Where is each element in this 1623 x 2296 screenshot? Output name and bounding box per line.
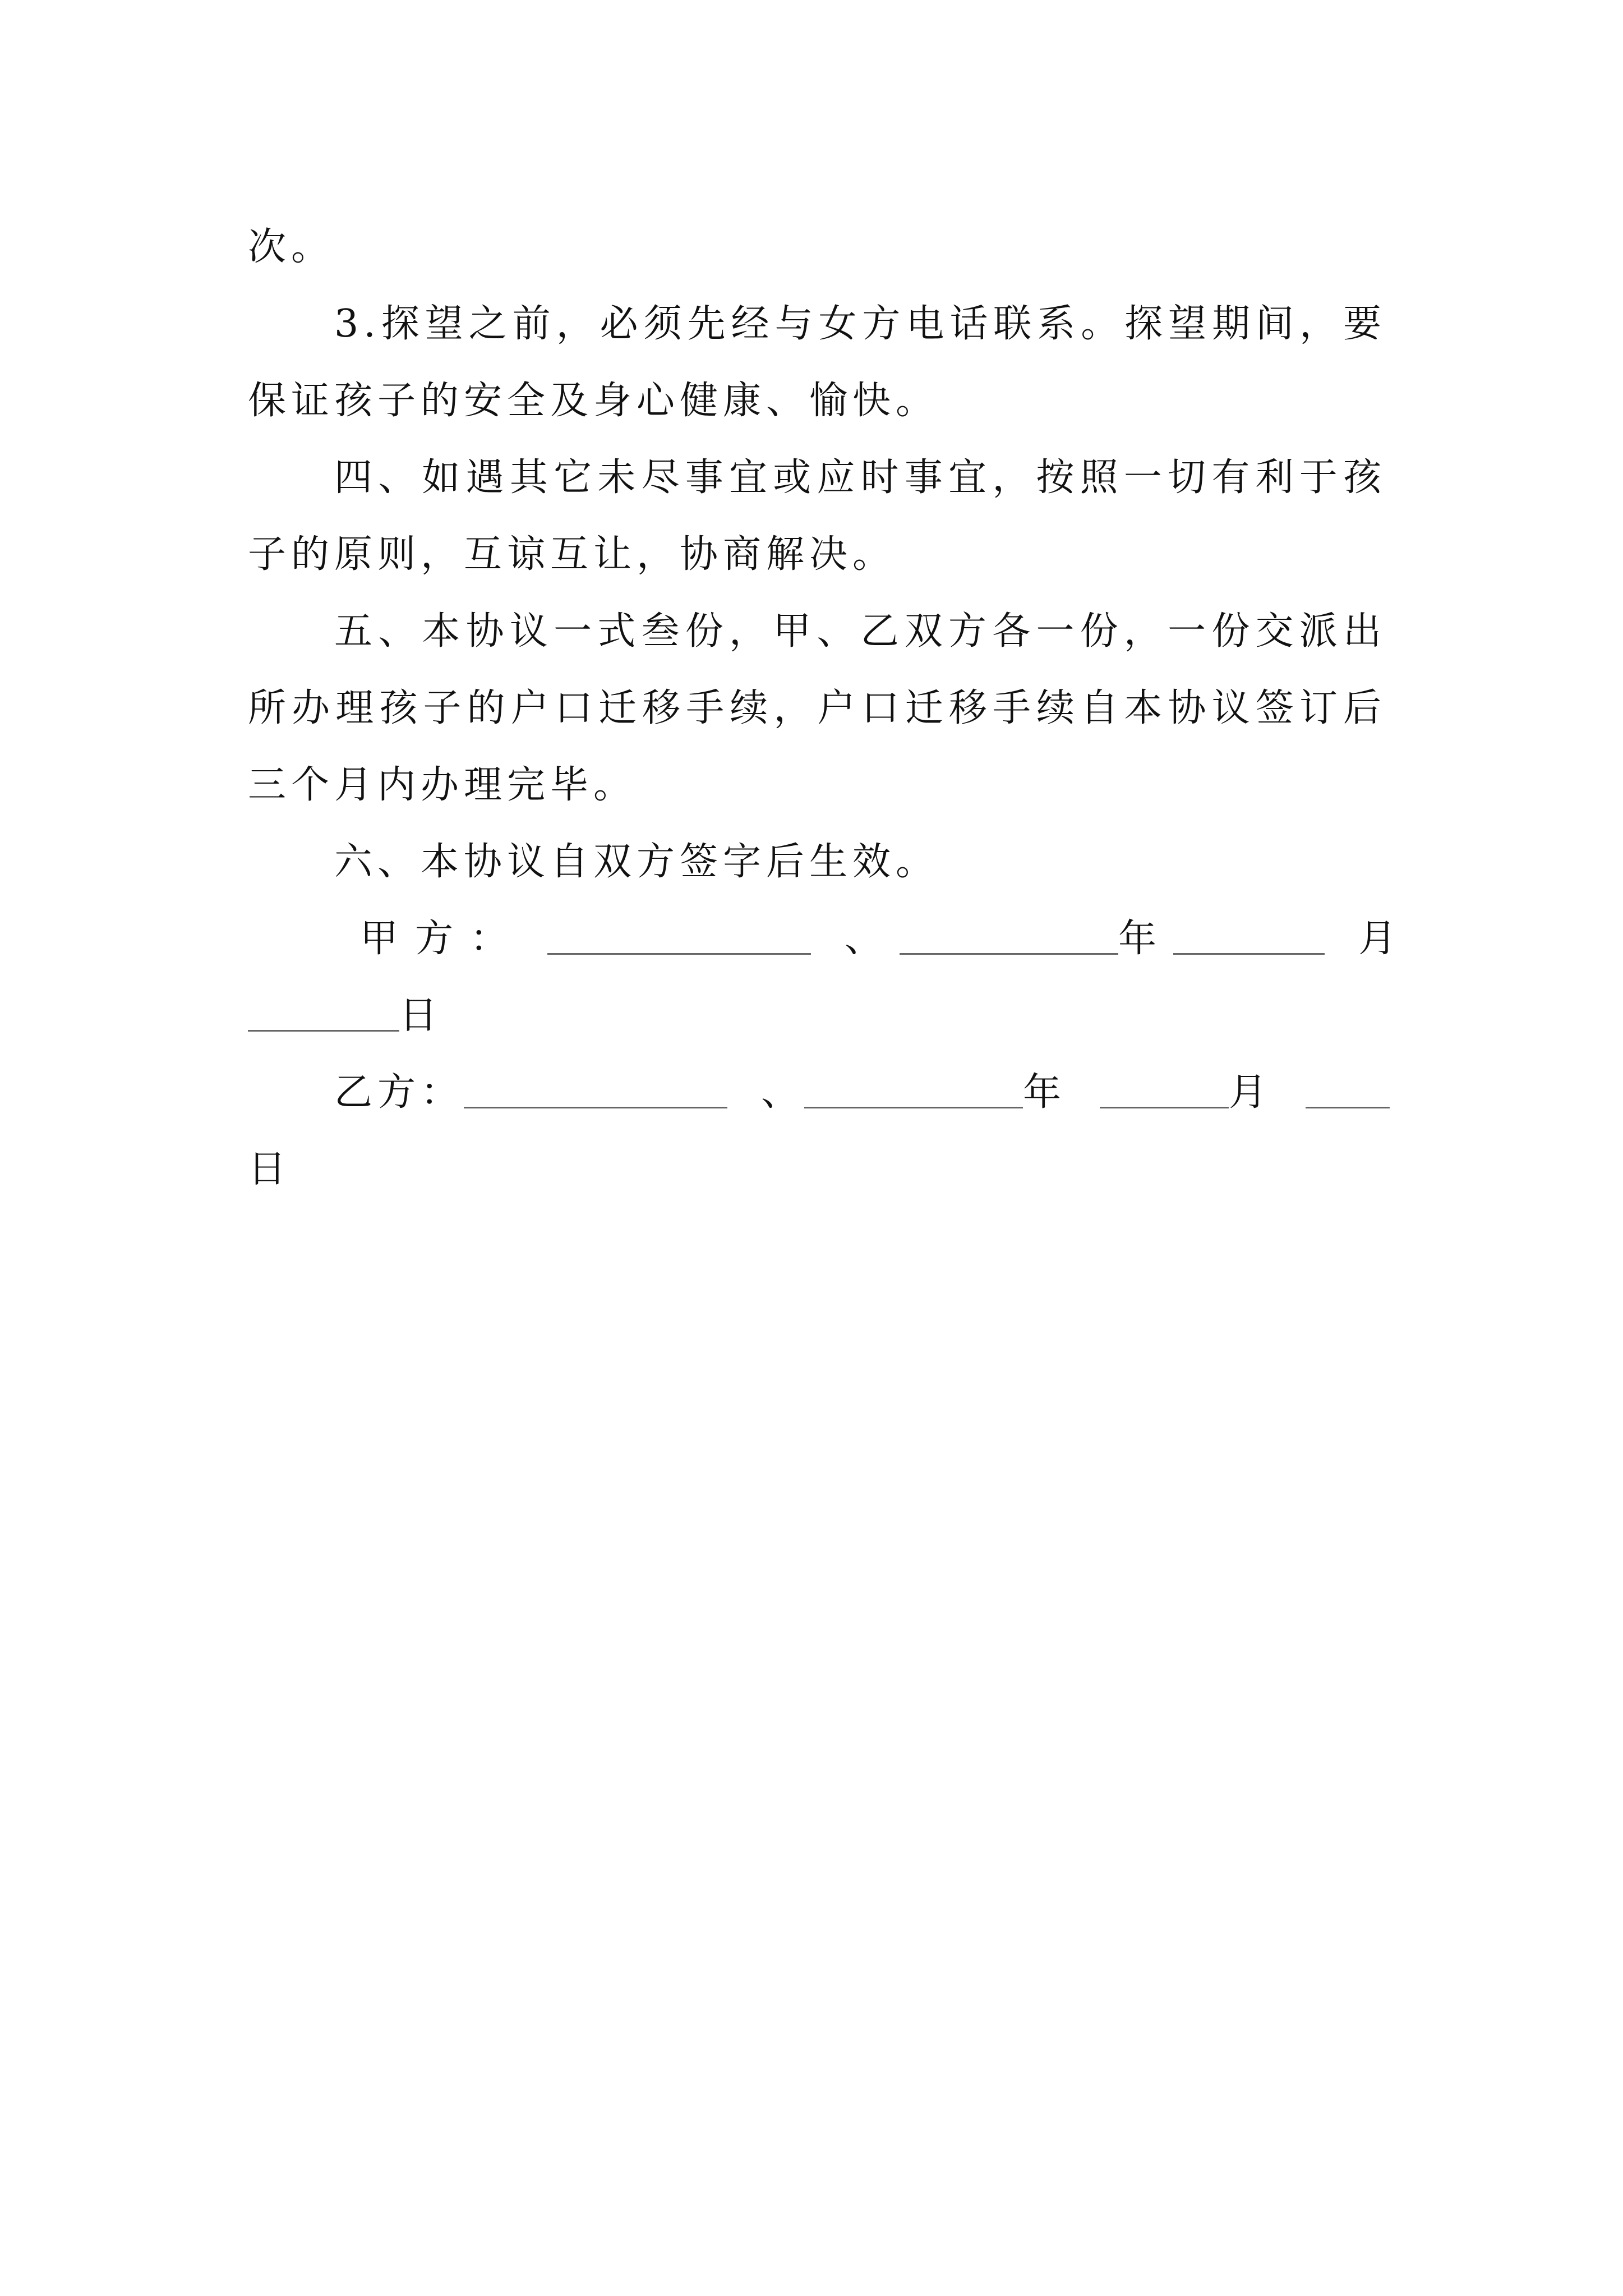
party-a-separator: 、 bbox=[845, 917, 900, 961]
paragraph-continuation: 次。 bbox=[248, 225, 335, 269]
party-b-separator: 、 bbox=[761, 1070, 805, 1115]
paragraph-visit-contact: 3.探望之前，必须先经与女方电话联系。探望期间，要保证孩子的安全及身心健康、愉快。 bbox=[248, 302, 1386, 423]
party-b-year-label: 年 bbox=[1023, 1070, 1067, 1115]
party-b-month-blank[interactable] bbox=[1100, 1073, 1229, 1108]
party-b-name-blank[interactable] bbox=[464, 1073, 727, 1108]
party-a-day-blank[interactable] bbox=[248, 996, 399, 1032]
party-b-day-blank[interactable] bbox=[1306, 1073, 1390, 1108]
party-b-day-label: 日 bbox=[248, 1147, 292, 1191]
paragraph-clause-six: 六、本协议自双方签字后生效。 bbox=[334, 840, 939, 884]
signature-party-a-day bbox=[248, 977, 1386, 1054]
party-b-month-label: 月 bbox=[1229, 1070, 1272, 1115]
party-a-month-blank[interactable] bbox=[1173, 919, 1325, 955]
signature-party-b bbox=[248, 1054, 1386, 1131]
signature-party-b-day bbox=[248, 1131, 1386, 1208]
paragraph-clause-five: 五、本协议一式叁份，甲、乙双方各一份，一份交派出所办理孩子的户口迁移手续，户口迁移手续自本协议签订后三个月内办理完毕。 bbox=[248, 609, 1386, 807]
paragraph-clause-four: 四、如遇其它未尽事宜或应时事宜，按照一切有利于孩子的原则，互谅互让，协商解决。 bbox=[248, 455, 1386, 577]
party-a-name-blank[interactable] bbox=[547, 919, 811, 955]
party-a-label: 甲方： bbox=[360, 917, 525, 961]
party-a-year-label: 年 bbox=[1118, 917, 1174, 961]
document-body bbox=[248, 209, 1414, 1208]
party-a-month-label: 月 bbox=[1358, 917, 1414, 961]
party-a-year-blank[interactable] bbox=[900, 919, 1118, 955]
signature-party-a bbox=[248, 900, 1414, 977]
party-b-year-blank[interactable] bbox=[804, 1073, 1023, 1108]
party-a-day-label: 日 bbox=[399, 993, 443, 1038]
party-b-label: 乙方： bbox=[334, 1070, 464, 1115]
